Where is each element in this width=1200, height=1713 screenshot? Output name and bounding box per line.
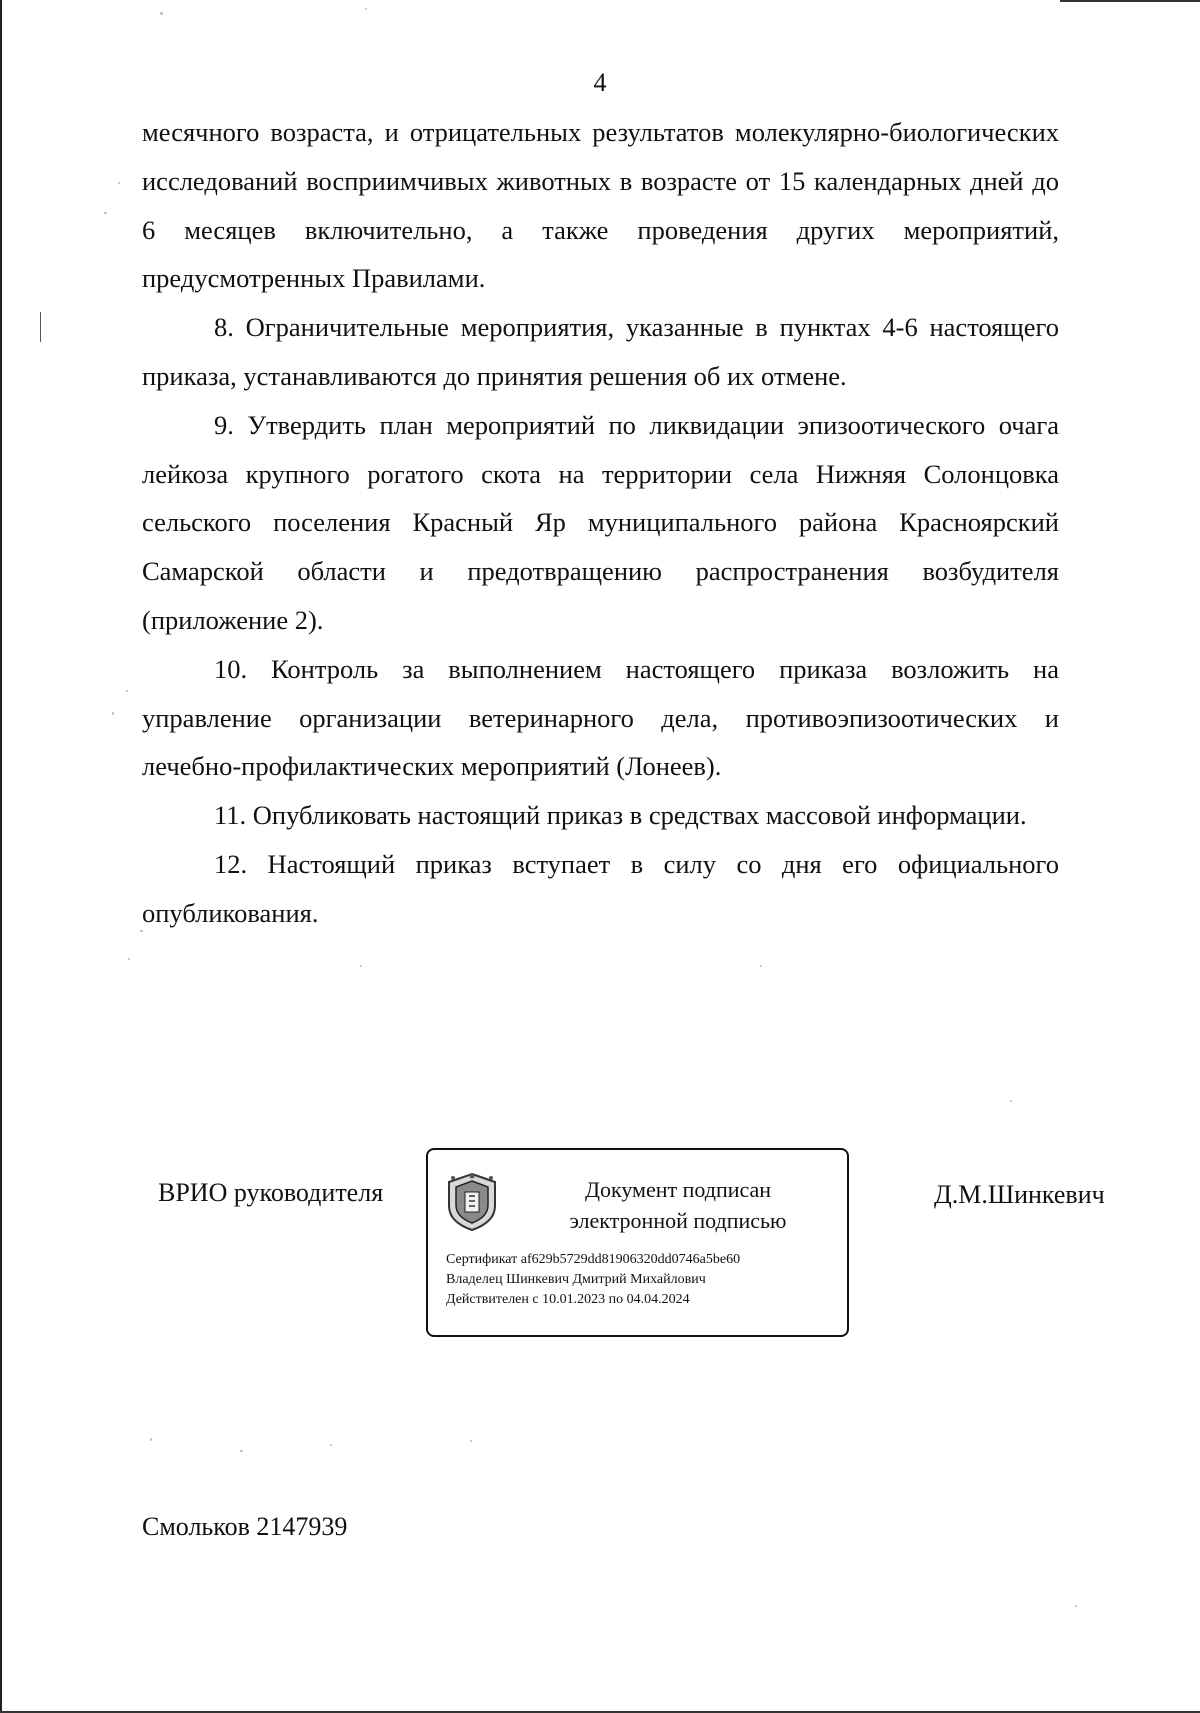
document-body <box>142 108 1059 938</box>
stamp-certificate: Сертификат af629b5729dd81906320dd0746a5be60 <box>446 1252 741 1267</box>
paragraph-item-9: 9. Утвердить план мероприятий по ликвидации эпизоотического очага лейкоза крупного рогатого скота на территории села Нижняя Солонцовка сельского поселения Красный Яр муниципального района Красноярский Самарской области и предотвращению распространения возбудителя (приложение 2). <box>142 409 1059 635</box>
paragraph-item-12: 12. Настоящий приказ вступает в силу со дня его официального опубликования. <box>142 848 1059 928</box>
stamp-title <box>528 1174 828 1236</box>
scan-left-edge <box>0 0 2 1713</box>
paragraph-item-8: 8. Ограничительные мероприятия, указанные в пунктах 4-6 настоящего приказа, устанавливаются до принятия решения об их отмене. <box>142 312 1059 391</box>
stamp-owner: Владелец Шинкевич Дмитрий Михайлович <box>446 1272 706 1287</box>
e-signature-stamp <box>426 1148 849 1337</box>
scan-margin-mark <box>40 312 41 342</box>
stamp-title-line-1: Документ подписан <box>584 1177 772 1202</box>
stamp-title-line-2: электронной подписью <box>569 1208 787 1233</box>
signatory-position: ВРИО руководителя <box>158 1178 384 1207</box>
coat-of-arms-icon <box>445 1172 499 1232</box>
stamp-validity: Действителен с 10.01.2023 по 04.04.2024 <box>446 1292 690 1307</box>
scan-top-edge <box>1060 0 1200 2</box>
signatory-name: Д.М.Шинкевич <box>934 1180 1105 1209</box>
executor-contact: Смольков 2147939 <box>142 1512 348 1541</box>
stamp-details <box>446 1250 836 1310</box>
paragraph-continuation: месячного возраста, и отрицательных результатов молекулярно-биологических исследований восприимчивых животных в возрасте от 15 календарных дней до 6 месяцев включительно, а также проведения других мероприятий, предусмотренных Правилами. <box>142 117 1059 294</box>
paragraph-item-11: 11. Опубликовать настоящий приказ в средствах массовой информации. <box>214 800 1027 831</box>
page-number: 4 <box>593 68 607 97</box>
paragraph-item-10: 10. Контроль за выполнением настоящего приказа возложить на управление организации ветеринарного дела, противоэпизоотических и лечебно-профилактических мероприятий (Лонеев). <box>142 653 1059 782</box>
